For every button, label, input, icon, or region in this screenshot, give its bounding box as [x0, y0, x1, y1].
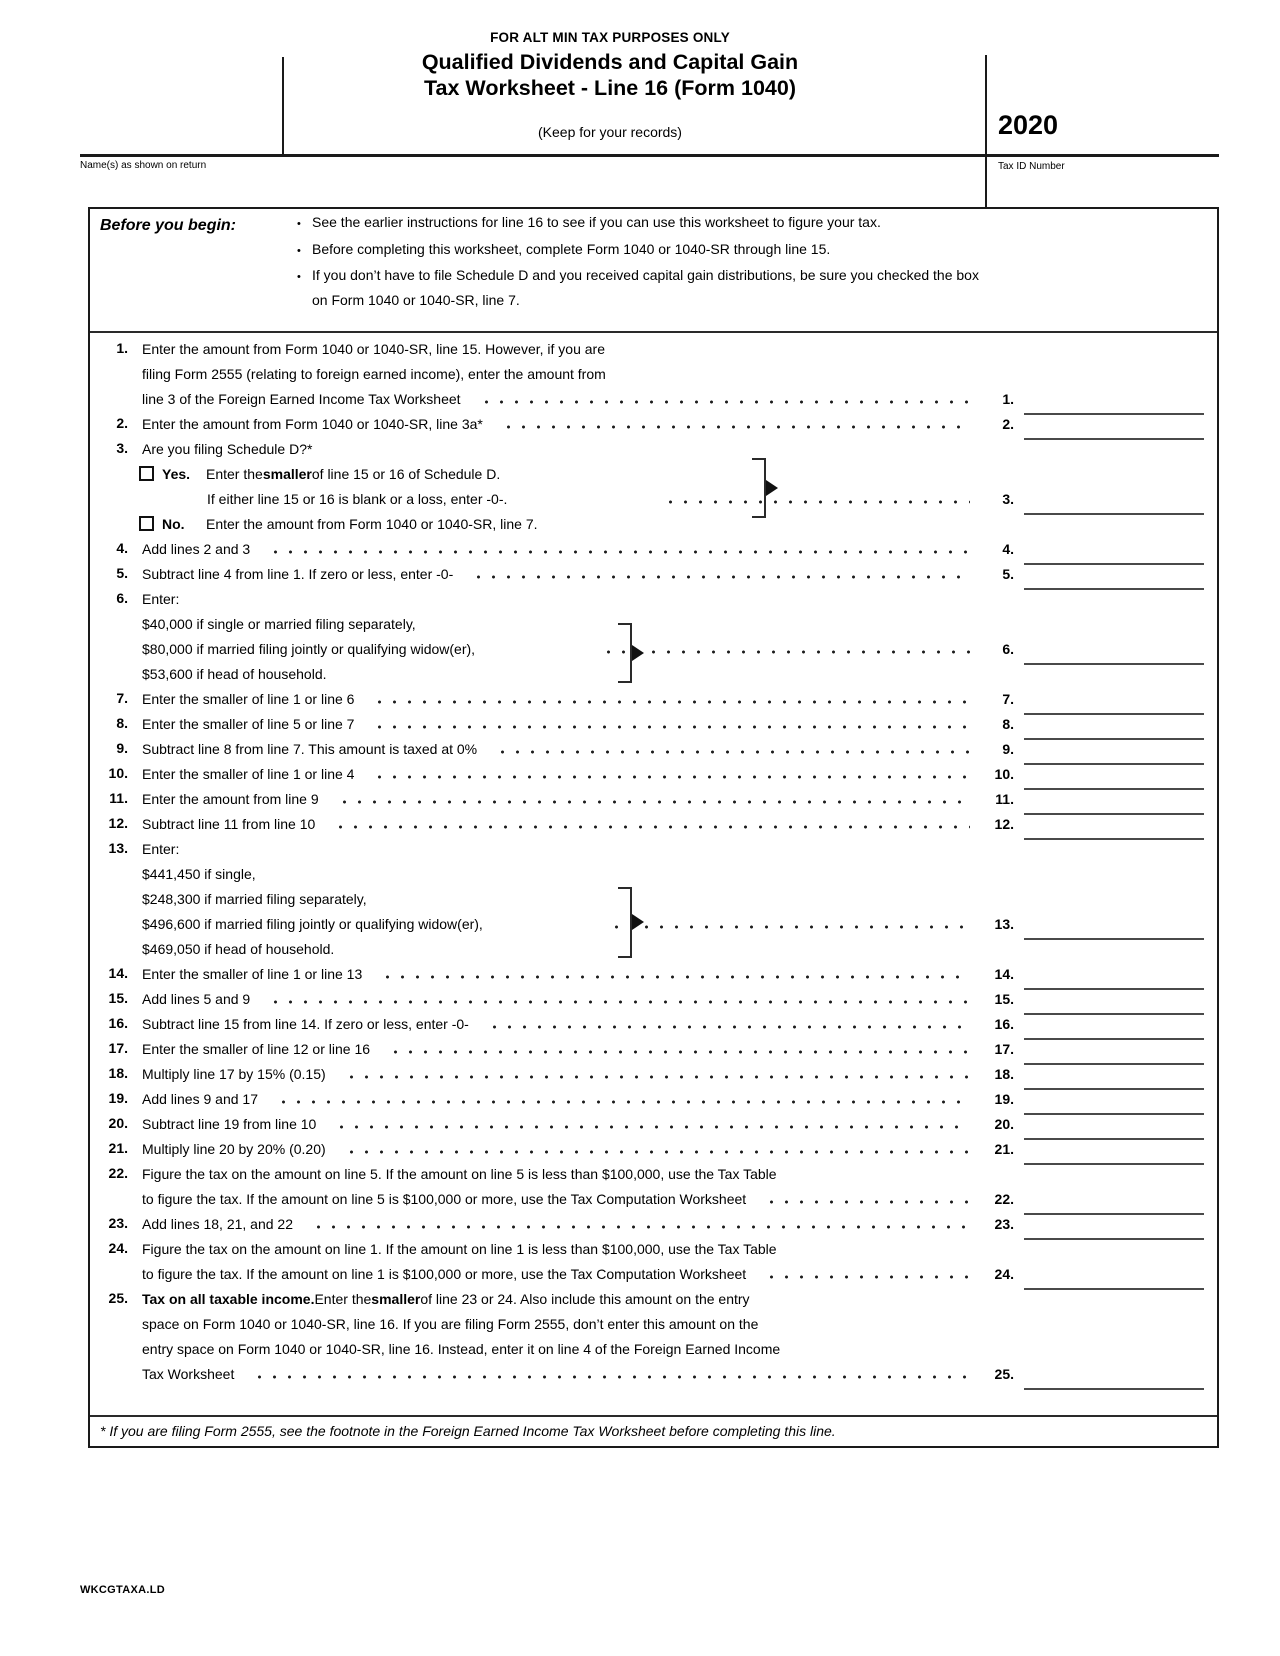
- before-you-begin-bullets: [297, 210, 1157, 312]
- schedule-d-condition-row: [90, 486, 1217, 511]
- line-number: 17.: [108, 1040, 128, 1056]
- bullet-icon: [297, 263, 312, 312]
- line-text: $53,600 if head of household.: [142, 665, 327, 682]
- line-text: Enter the amount from Form 1040 or 1040-SR, line 7.: [206, 515, 538, 532]
- worksheet-line-11: [90, 786, 1217, 811]
- dotted-leader: [366, 686, 970, 711]
- name-entry-area[interactable]: [80, 170, 980, 205]
- worksheet-line-16: [90, 1011, 1217, 1036]
- worksheet-line-20: [90, 1111, 1217, 1136]
- worksheet-line-3: [90, 436, 1217, 461]
- yes-label: Yes.: [162, 465, 191, 482]
- alt-min-tax-notice: FOR ALT MIN TAX PURPOSES ONLY: [490, 30, 730, 45]
- bullet-text: on Form 1040 or 1040-SR, line 7.: [312, 291, 520, 308]
- bullet-item: [297, 263, 1157, 312]
- line-text: space on Form 1040 or 1040-SR, line 16. If you are filing Form 2555, don’t enter this amount on the: [142, 1315, 759, 1332]
- worksheet-line-14: [90, 961, 1217, 986]
- worksheet-line-1-cont: [90, 386, 1217, 411]
- schedule-d-yes-checkbox[interactable]: [139, 466, 154, 481]
- line-ref-label: 8.: [1002, 715, 1014, 732]
- line-ref-label: 6.: [1002, 640, 1014, 657]
- line-ref-label: 7.: [1002, 690, 1014, 707]
- line-ref-label: 3.: [1002, 490, 1014, 507]
- line-text: $40,000 if single or married filing separately,: [142, 615, 416, 632]
- line-text: Enter the smaller of line 5 or line 7: [142, 715, 355, 732]
- worksheet-line-25-cont: [90, 1311, 1217, 1336]
- bullet-text: If you don’t have to file Schedule D and you received capital gain distributions, be sure you checked the box: [312, 267, 979, 283]
- dotted-leader: [758, 1186, 970, 1211]
- line-6-bracket: [618, 623, 632, 683]
- line-13-option: [90, 886, 1217, 911]
- line-text: Subtract line 4 from line 1. If zero or less, enter -0-: [142, 565, 454, 582]
- line-number: 9.: [116, 740, 128, 756]
- line-text: Add lines 5 and 9: [142, 990, 251, 1007]
- bullet-icon: [297, 237, 312, 264]
- line-number: 4.: [116, 540, 128, 556]
- line-6-option: [90, 611, 1217, 636]
- line-text: Subtract line 11 from line 10: [142, 815, 316, 832]
- line-number: 13.: [108, 840, 128, 856]
- line-ref-label: 24.: [994, 1265, 1014, 1282]
- worksheet-line-13: [90, 836, 1217, 861]
- worksheet-line-18: [90, 1061, 1217, 1086]
- line-number: 3.: [116, 440, 128, 456]
- before-you-begin-label: Before you begin:: [100, 217, 237, 234]
- line-text: $496,600 if married filing jointly or qualifying widow(er),: [142, 915, 483, 932]
- section-divider: [90, 331, 1217, 333]
- worksheet-line-19: [90, 1086, 1217, 1111]
- line-text: Enter the amount from Form 1040 or 1040-SR, line 3a*: [142, 415, 483, 432]
- line-ref-label: 21.: [994, 1140, 1014, 1157]
- line-ref-label: 2.: [1002, 415, 1014, 432]
- line-number: 10.: [108, 765, 128, 781]
- line-text: Figure the tax on the amount on line 5. If the amount on line 5 is less than $100,000, use the Tax Table: [142, 1165, 777, 1182]
- dotted-leader: [473, 386, 970, 411]
- line-text: Subtract line 19 from line 10: [142, 1115, 317, 1132]
- bullet-item: [297, 237, 1157, 264]
- line-number: 20.: [108, 1115, 128, 1131]
- worksheet-line-24-cont: [90, 1261, 1217, 1286]
- line-ref-label: 15.: [994, 990, 1014, 1007]
- line-13-option: [90, 911, 1217, 936]
- name-label: Name(s) as shown on return: [80, 160, 207, 171]
- line-ref-label: 22.: [994, 1190, 1014, 1207]
- dotted-leader: [246, 1361, 970, 1386]
- line-ref-label: 19.: [994, 1090, 1014, 1107]
- dotted-leader: [262, 536, 970, 561]
- dotted-leader: [489, 736, 970, 761]
- worksheet-line-1-cont: [90, 361, 1217, 386]
- dotted-leader: [366, 711, 970, 736]
- form-title-line1: Qualified Dividends and Capital Gain: [421, 50, 799, 74]
- dotted-leader: [603, 911, 970, 936]
- line-number: 5.: [116, 565, 128, 581]
- line-number: 24.: [108, 1240, 128, 1256]
- line-13-option: [90, 936, 1217, 961]
- line-text: $469,050 if head of household.: [142, 940, 335, 957]
- worksheet-line-17: [90, 1036, 1217, 1061]
- line-25-entry[interactable]: [1024, 1388, 1204, 1390]
- line-text: Subtract line 8 from line 7. This amount is taxed at 0%: [142, 740, 478, 757]
- bullet-item: [297, 210, 1157, 237]
- line-ref-label: 1.: [1002, 390, 1014, 407]
- dotted-leader: [331, 786, 970, 811]
- line-text: $441,450 if single,: [142, 865, 256, 882]
- worksheet-line-7: [90, 686, 1217, 711]
- line-13-arrow-icon: [632, 914, 644, 930]
- line-text: entry space on Form 1040 or 1040-SR, line 16. Instead, enter it on line 4 of the Foreign Earned Income: [142, 1340, 781, 1357]
- bullet-text: Before completing this worksheet, complete Form 1040 or 1040-SR through line 15.: [312, 240, 831, 257]
- line-number: 14.: [108, 965, 128, 981]
- line-ref-label: 25.: [994, 1365, 1014, 1382]
- worksheet-line-23: [90, 1211, 1217, 1236]
- line-text: Enter the smaller of line 1 or line 13: [142, 965, 363, 982]
- line-ref-label: 14.: [994, 965, 1014, 982]
- dotted-leader: [374, 961, 970, 986]
- form-code: WKCGTAXA.LD: [80, 1584, 165, 1596]
- bullet-icon: [297, 210, 312, 237]
- keep-for-records-note: (Keep for your records): [538, 124, 682, 140]
- line-number: 12.: [108, 815, 128, 831]
- form-title-line2: Tax Worksheet - Line 16 (Form 1040): [424, 76, 796, 100]
- footnote-divider: [90, 1415, 1217, 1417]
- line-text-bold: smaller: [371, 1290, 421, 1307]
- worksheet-line-25-cont: [90, 1336, 1217, 1361]
- line-number: 6.: [116, 590, 128, 606]
- dotted-leader: [262, 986, 970, 1011]
- line-text-bold: Tax on all taxable income.: [142, 1290, 315, 1307]
- line-text: Enter the: [206, 465, 263, 482]
- line-text: Are you filing Schedule D?*: [142, 440, 313, 457]
- line-number: 18.: [108, 1065, 128, 1081]
- line-number: 23.: [108, 1215, 128, 1231]
- line-6-option: [90, 636, 1217, 661]
- dotted-leader: [270, 1086, 970, 1111]
- dotted-leader: [327, 811, 970, 836]
- line-text: Enter:: [142, 840, 180, 857]
- line-ref-label: 10.: [994, 765, 1014, 782]
- dotted-leader: [338, 1061, 970, 1086]
- line-text: Multiply line 17 by 15% (0.15): [142, 1065, 326, 1082]
- worksheet-line-5: [90, 561, 1217, 586]
- line-ref-label: 11.: [995, 790, 1014, 807]
- line-text: Add lines 2 and 3: [142, 540, 251, 557]
- line-ref-label: 18.: [994, 1065, 1014, 1082]
- line-number: 8.: [116, 715, 128, 731]
- dotted-leader: [481, 1011, 970, 1036]
- worksheet-line-1: [90, 336, 1217, 361]
- dotted-leader: [495, 411, 970, 436]
- line-text: to figure the tax. If the amount on line 5 is $100,000 or more, use the Tax Computation Worksheet: [142, 1190, 747, 1207]
- form-2555-footnote: * If you are filing Form 2555, see the footnote in the Foreign Earned Income Tax Worksheet before completing this line.: [100, 1423, 836, 1439]
- line-number: 25.: [108, 1290, 128, 1306]
- bullet-text: See the earlier instructions for line 16 to see if you can use this worksheet to figure your tax.: [312, 214, 881, 230]
- line-number: 21.: [108, 1140, 128, 1156]
- schedule-d-no-checkbox[interactable]: [139, 516, 154, 531]
- line-text: Enter the: [314, 1290, 372, 1307]
- line-6-option: [90, 661, 1217, 686]
- worksheet-line-3-group: [90, 436, 1217, 536]
- line-text: Enter the smaller of line 1 or line 6: [142, 690, 355, 707]
- line-ref-label: 20.: [994, 1115, 1014, 1132]
- line-ref-label: 13.: [994, 915, 1014, 932]
- line-text: Enter:: [142, 590, 180, 607]
- line-text: Enter the smaller of line 12 or line 16: [142, 1040, 371, 1057]
- line-text: Multiply line 20 by 20% (0.20): [142, 1140, 326, 1157]
- worksheet-line-21: [90, 1136, 1217, 1161]
- worksheet-line-6: [90, 586, 1217, 611]
- dotted-leader: [382, 1036, 970, 1061]
- line-text: line 3 of the Foreign Earned Income Tax Worksheet: [142, 390, 461, 407]
- worksheet-lines: [90, 336, 1217, 1386]
- line-ref-label: 12.: [994, 815, 1014, 832]
- line-ref-label: 23.: [994, 1215, 1014, 1232]
- dotted-leader: [328, 1111, 970, 1136]
- line-text: to figure the tax. If the amount on line 1 is $100,000 or more, use the Tax Computation Worksheet: [142, 1265, 747, 1282]
- line-text: of line 15 or 16 of Schedule D.: [311, 465, 501, 482]
- line-number: 7.: [116, 690, 128, 706]
- line-text: Enter the smaller of line 1 or line 4: [142, 765, 355, 782]
- worksheet-line-9: [90, 736, 1217, 761]
- line-text: Add lines 18, 21, and 22: [142, 1215, 294, 1232]
- header-left-rule: [282, 57, 284, 155]
- no-label: No.: [162, 515, 185, 532]
- line-number: 2.: [116, 415, 128, 431]
- line-number: 22.: [108, 1165, 128, 1181]
- tax-year: 2020: [998, 110, 1059, 140]
- line-text: Enter the amount from Form 1040 or 1040-SR, line 15. However, if you are: [142, 340, 606, 357]
- dotted-leader: [758, 1261, 970, 1286]
- header-right-rule: [985, 55, 987, 207]
- line-3-arrow-icon: [766, 480, 778, 496]
- line-number: 15.: [108, 990, 128, 1006]
- line-text: Enter the amount from line 9: [142, 790, 319, 807]
- worksheet-line-8: [90, 711, 1217, 736]
- dotted-leader: [657, 486, 970, 511]
- line-ref-label: 4.: [1002, 540, 1014, 557]
- line-number: 1.: [116, 340, 128, 356]
- line-3-bracket: [752, 458, 766, 518]
- line-number: 11.: [109, 790, 128, 806]
- line-text: If either line 15 or 16 is blank or a loss, enter -0-.: [207, 490, 508, 507]
- worksheet-line-24: [90, 1236, 1217, 1261]
- line-text: Subtract line 15 from line 14. If zero or less, enter -0-: [142, 1015, 469, 1032]
- worksheet-line-22: [90, 1161, 1217, 1186]
- line-text-bold: smaller: [262, 465, 312, 482]
- header-horizontal-rule: [80, 154, 1219, 157]
- worksheet-line-22-cont: [90, 1186, 1217, 1211]
- tax-id-label: Tax ID Number: [998, 161, 1065, 172]
- worksheet-line-25: [90, 1286, 1217, 1311]
- worksheet-box: [88, 207, 1219, 1448]
- line-text: Add lines 9 and 17: [142, 1090, 258, 1107]
- line-ref-label: 16.: [994, 1015, 1014, 1032]
- worksheet-line-6-group: [90, 586, 1217, 686]
- line-ref-label: 17.: [994, 1040, 1014, 1057]
- dotted-leader: [366, 761, 970, 786]
- dotted-leader: [465, 561, 970, 586]
- worksheet-line-15: [90, 986, 1217, 1011]
- worksheet-line-10: [90, 761, 1217, 786]
- line-number: 19.: [108, 1090, 128, 1106]
- line-text: Figure the tax on the amount on line 1. If the amount on line 1 is less than $100,000, use the Tax Table: [142, 1240, 777, 1257]
- line-text: filing Form 2555 (relating to foreign earned income), enter the amount from: [142, 365, 606, 382]
- line-ref-label: 9.: [1002, 740, 1014, 757]
- dotted-leader: [338, 1136, 970, 1161]
- tax-id-entry-area[interactable]: [990, 172, 1215, 205]
- worksheet-line-4: [90, 536, 1217, 561]
- line-13-option: [90, 861, 1217, 886]
- schedule-d-no-row: [90, 511, 1217, 536]
- dotted-leader: [595, 636, 970, 661]
- line-text: of line 23 or 24. Also include this amount on the entry: [420, 1290, 750, 1307]
- line-text: Tax Worksheet: [142, 1365, 235, 1382]
- worksheet-line-13-group: [90, 836, 1217, 961]
- line-6-arrow-icon: [632, 645, 644, 661]
- line-number: 16.: [108, 1015, 128, 1031]
- schedule-d-yes-row: [90, 461, 1217, 486]
- line-text: $80,000 if married filing jointly or qualifying widow(er),: [142, 640, 476, 657]
- worksheet-line-25-cont: [90, 1361, 1217, 1386]
- line-ref-label: 5.: [1002, 565, 1014, 582]
- line-13-bracket: [618, 887, 632, 958]
- worksheet-line-12: [90, 811, 1217, 836]
- worksheet-line-2: [90, 411, 1217, 436]
- dotted-leader: [305, 1211, 970, 1236]
- header-block: [100, 0, 1120, 140]
- line-text: $248,300 if married filing separately,: [142, 890, 367, 907]
